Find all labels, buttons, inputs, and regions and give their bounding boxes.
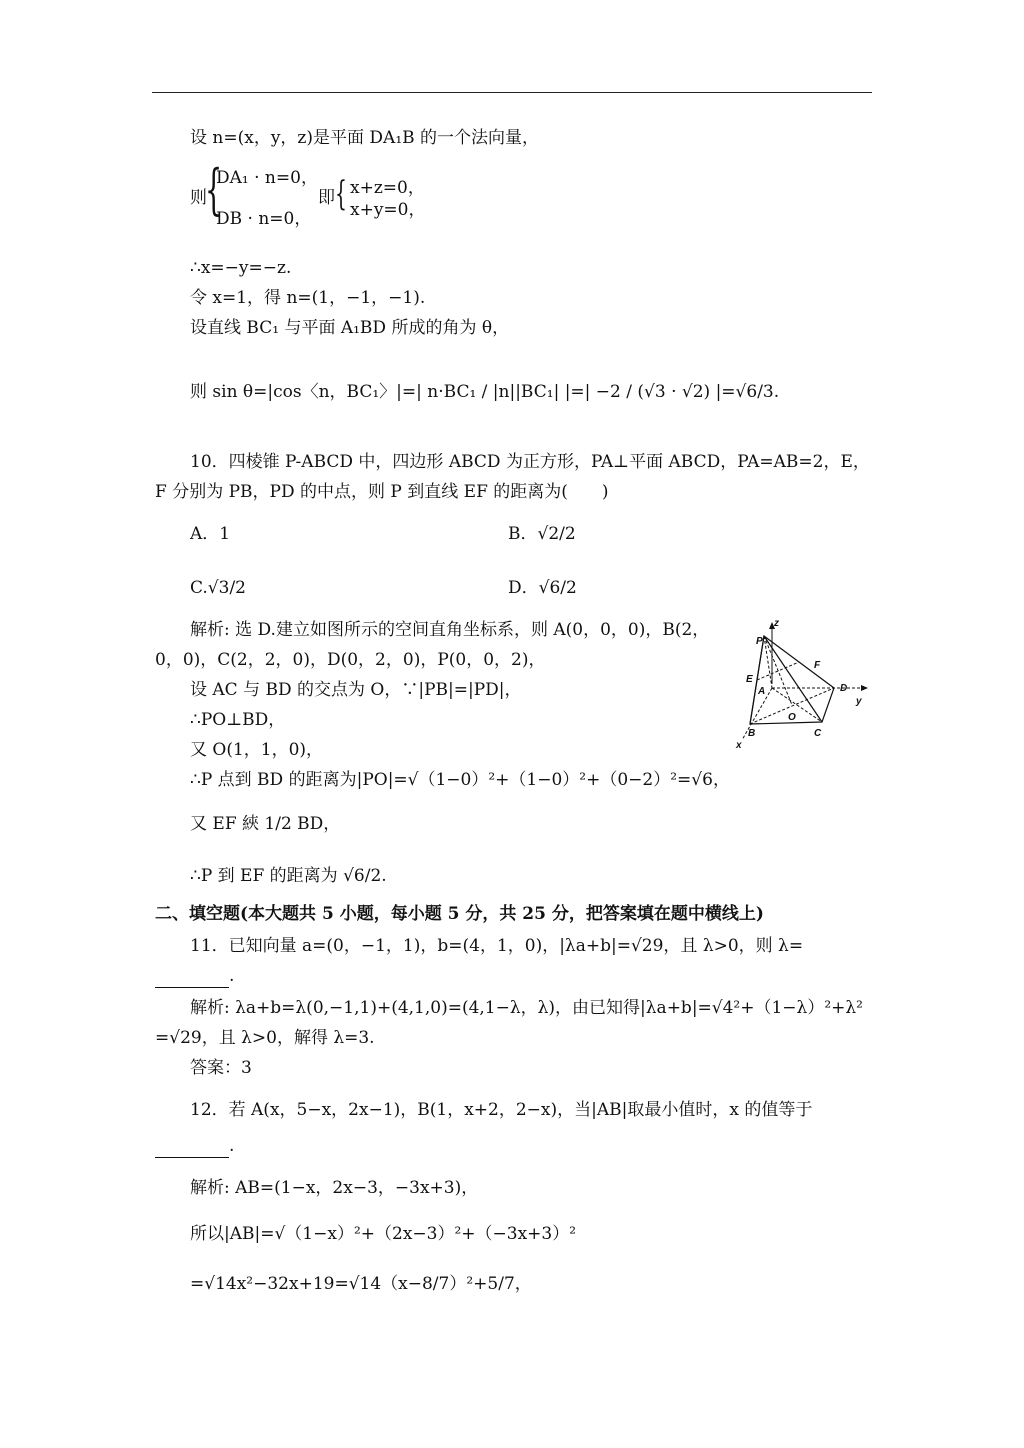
equation-line: x+z=0， xyxy=(350,178,425,198)
solution-line: 设 AC 与 BD 的交点为 O，∵|PB|=|PD|， xyxy=(190,680,522,700)
question-12-blank-line xyxy=(155,1134,234,1158)
solution-line: ∴PO⊥BD， xyxy=(190,710,286,730)
y-arrow-icon xyxy=(861,685,868,691)
solution-line: ∴P 到 EF 的距离为 √6/2. xyxy=(190,866,387,886)
label-p: P xyxy=(756,636,763,647)
x-axis xyxy=(742,688,772,740)
label-a: A xyxy=(758,686,766,697)
inner-brace: { xyxy=(335,174,347,214)
label-x: x xyxy=(736,740,742,751)
label-b: B xyxy=(748,728,756,739)
label-o: O xyxy=(788,712,796,723)
equation-line: x+y=0， xyxy=(350,200,426,220)
solution-line: 解析: 选 D.建立如图所示的空间直角坐标系，则 A(0，0，0)，B(2， xyxy=(190,620,710,640)
text-line: ∴x=−y=−z. xyxy=(190,258,292,278)
option-d: D．√6/2 xyxy=(508,578,577,598)
text-ie: 即 xyxy=(318,188,335,208)
solution-line: ∴P 点到 BD 的距离为|PO|=√（1−0）²+（1−0）²+（0−2）²=√6， xyxy=(190,770,730,790)
text-line: 令 x=1，得 n=(1，−1，−1). xyxy=(190,288,426,308)
question-10-line: F 分别为 PB，PD 的中点，则 P 到直线 EF 的距离为( ) xyxy=(155,482,609,502)
option-c: C.√3/2 xyxy=(190,578,246,598)
solution-line: 又 EF 綊 1/2 BD， xyxy=(190,814,341,834)
text-line: 设直线 BC₁ 与平面 A₁BD 所成的角为 θ， xyxy=(190,318,510,338)
equation-line: DB · n=0， xyxy=(216,209,312,229)
solution-line: =√14x²−32x+19=√14（x−8/7）²+5/7， xyxy=(190,1274,532,1294)
question-10-line: 10．四棱锥 P-ABCD 中，四边形 ABCD 为正方形，PA⊥平面 ABCD，PA=AB=2，E， xyxy=(190,452,870,472)
period: . xyxy=(229,1136,235,1156)
formula-line: 则 sin θ=|cos〈n，BC₁〉|=| n·BC₁ / |n||BC₁| |=| −2 / (√3 · √2) |=√6/3. xyxy=(190,382,780,402)
header-rule xyxy=(152,92,872,93)
pyramid-figure xyxy=(728,612,876,752)
question-11-line: 11．已知向量 a=(0，−1，1)，b=(4，1，0)，|λa+b|=√29，且 λ>0，则 λ= xyxy=(190,936,804,956)
pyramid-outline xyxy=(750,636,834,724)
label-y: y xyxy=(856,696,862,707)
diag-ac xyxy=(772,688,822,722)
edge-pa xyxy=(764,636,772,688)
question-12-line: 12．若 A(x，5−x，2x−1)，B(1，x+2，2−x)，当|AB|取最小值时，x 的值等于 xyxy=(190,1100,813,1120)
answer-line: 答案：3 xyxy=(190,1058,252,1078)
equation-line: DA₁ · n=0， xyxy=(216,168,318,188)
section-heading: 二、填空题(本大题共 5 小题，每小题 5 分，共 25 分，把答案填在题中横线上) xyxy=(155,904,764,924)
label-z: z xyxy=(774,618,779,629)
solution-line: 解析: AB=(1−x，2x−3，−3x+3)， xyxy=(190,1178,479,1198)
label-d: D xyxy=(840,683,848,694)
text-then: 则 xyxy=(190,188,207,208)
label-f: F xyxy=(814,660,821,671)
text-line: 设 n=(x，y，z)是平面 DA₁B 的一个法向量， xyxy=(190,128,540,148)
solution-line: =√29，且 λ>0，解得 λ=3. xyxy=(155,1028,375,1048)
option-a: A．1 xyxy=(190,524,231,544)
edge-pc xyxy=(764,636,822,722)
period: . xyxy=(229,966,235,986)
answer-blank xyxy=(155,1141,229,1158)
label-c: C xyxy=(814,728,822,739)
question-11-blank-line xyxy=(155,964,234,988)
solution-line: 解析: λa+b=λ(0,−1,1)+(4,1,0)=(4,1−λ，λ)，由已知得|λa+b|=√4²+（1−λ）²+λ² xyxy=(190,998,863,1018)
left-brace: { xyxy=(205,158,223,221)
solution-line: 所以|AB|=√（1−x）²+（2x−3）²+（−3x+3）² xyxy=(190,1224,577,1244)
solution-line: 0，0)，C(2，2，0)，D(0，2，0)，P(0，0，2)， xyxy=(155,650,546,670)
solution-line: 又 O(1，1，0)， xyxy=(190,740,324,760)
pyramid-diagram xyxy=(728,612,876,752)
option-b: B．√2/2 xyxy=(508,524,576,544)
answer-blank xyxy=(155,971,229,988)
label-e: E xyxy=(746,674,753,685)
